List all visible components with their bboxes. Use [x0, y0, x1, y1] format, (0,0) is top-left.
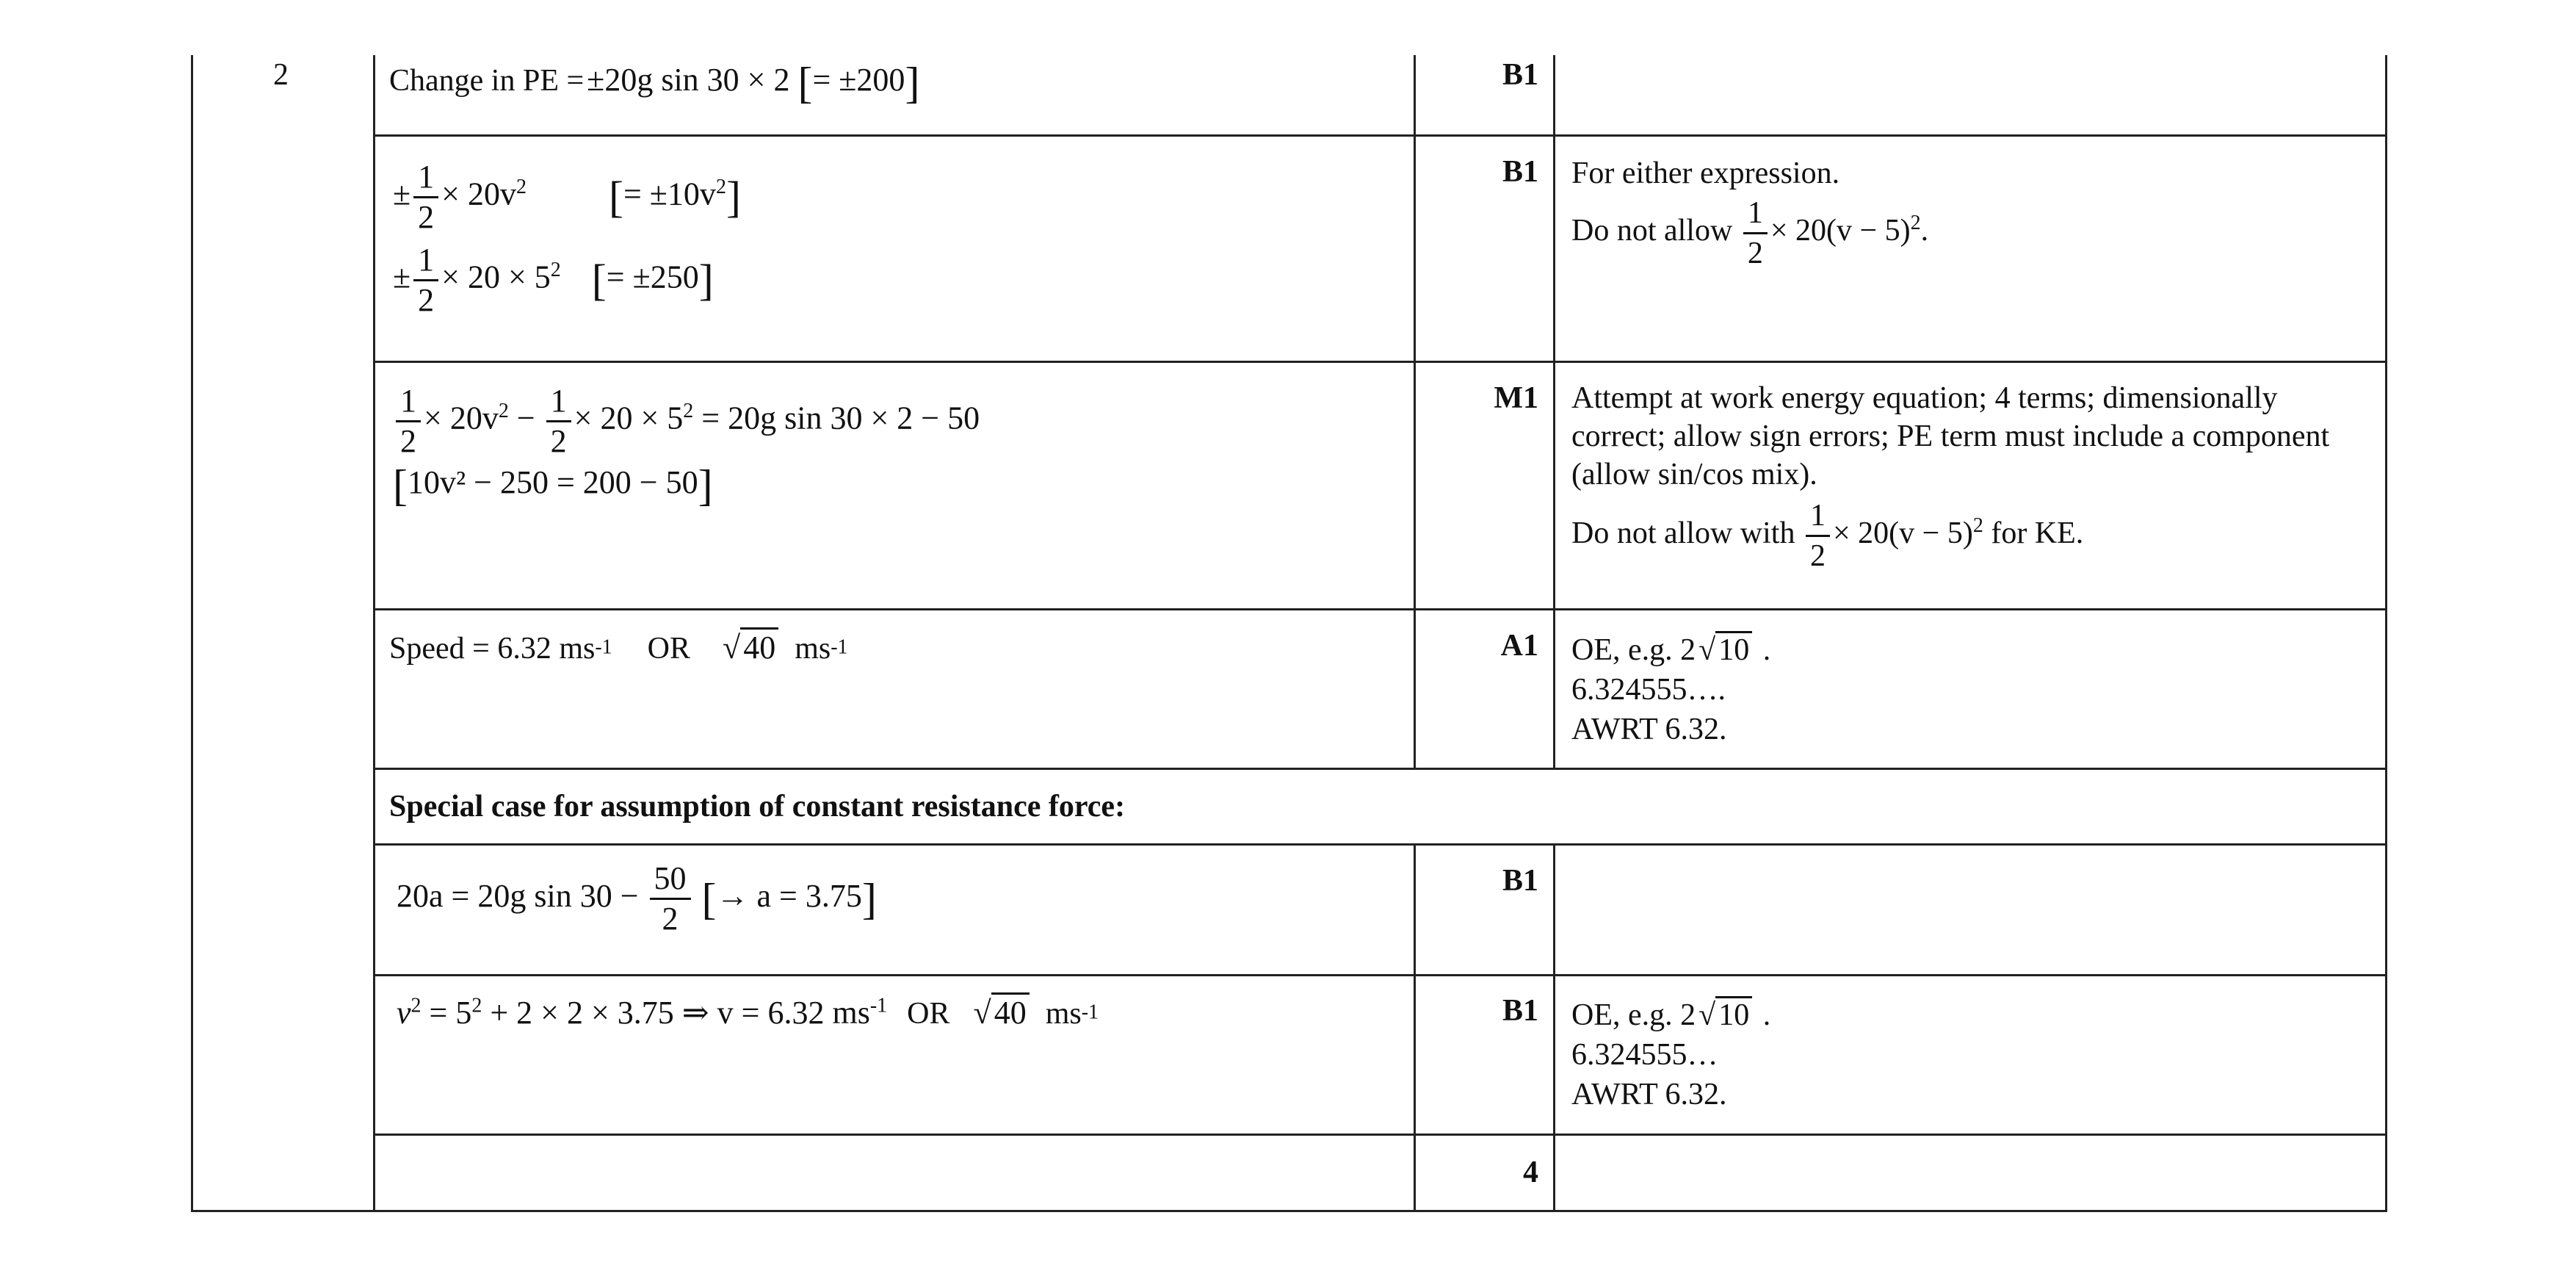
close-bracket: ] — [698, 461, 713, 510]
ke-initial-expression: ± $\frac{1}{2}$ × $20 \times 5^2$ [= ±250] — [393, 242, 714, 318]
row-divider — [373, 768, 2387, 770]
sqrt-10: √10 — [1696, 633, 1755, 667]
work-energy-equation: $\frac{1}{2}$ × $20v^2$ − $\frac{1}{2}$ × $20 \times 5^2 = 20g$ sin 30 × 2 − 50 — [393, 382, 980, 461]
speed-answer: Speed = 6.32 ms — [389, 632, 596, 666]
half-fraction: $\frac{1}{2}$ — [413, 241, 438, 320]
ke-final-bracket: = ±10v — [623, 176, 716, 212]
open-bracket: [ — [701, 874, 717, 923]
row-4-mark: A1 — [1500, 629, 1538, 663]
table-bottom-border — [191, 1210, 2387, 1212]
special-case-heading: Special case for assumption of constant resistance force: — [389, 790, 1126, 823]
row-6-working — [397, 859, 877, 938]
guidance-awrt: AWRT 6.32. — [1571, 1078, 1727, 1111]
half-fraction: $\frac{1}{2}$ — [546, 382, 571, 461]
ke-initial-bracket: = ±250 — [606, 259, 699, 295]
pe-expression — [587, 58, 920, 107]
work-energy-simplified: [10v² − 250 = 200 − 50] — [393, 461, 713, 510]
guidance-decimal: 6.324555… — [1571, 1038, 1718, 1072]
change-in-pe-label: Change in PE = — [389, 64, 585, 98]
open-bracket: [ — [797, 58, 813, 107]
sqrt-40: √40 — [720, 630, 781, 666]
guidance-either-expression: For either expression. — [1571, 156, 1840, 190]
guidance-do-not-allow-ke: Do not allow with $\frac{1}{2}$ × $20(v - 5)^2$ for KE. — [1571, 497, 2372, 575]
speed-unit: ms — [1045, 997, 1082, 1031]
half-fraction: $\frac{1}{2}$ — [1806, 497, 1830, 575]
row-3-mark: M1 — [1494, 381, 1538, 415]
row-2-guidance — [1571, 153, 2372, 273]
pe-bracket-value: = ±200 — [812, 62, 905, 98]
guidance-decimal: 6.324555…. — [1571, 673, 1726, 707]
row-3-guidance — [1571, 379, 2372, 575]
row-7-guidance — [1571, 995, 2372, 1114]
row-7-mark: B1 — [1502, 994, 1538, 1028]
guidance-oe: OE, e.g. 2√10 . — [1571, 630, 2372, 670]
question-col-border — [373, 55, 375, 1212]
row-2-mark: B1 — [1502, 155, 1538, 189]
resistance-fraction: $\frac{50}{2}$ — [650, 859, 691, 938]
open-bracket: [ — [608, 173, 623, 222]
row-divider — [373, 361, 2387, 363]
marks-col-border-lower — [1553, 843, 1555, 1212]
row-7-working: $v^2 = 5^2 + 2 \times 2 \times 3.75$ ⇒ v = 6.32 $ms^{-1}$ OR √40 $ms^{-1}$ — [397, 993, 1099, 1034]
pe-expression-text: ±20g sin 30 × 2 — [587, 62, 790, 98]
ke-final-expression: ± $\frac{1}{2}$ × $20v^2$ [= $\pm 10v^2$] — [393, 159, 741, 235]
speed-unit: ms — [795, 632, 831, 666]
working-col-border-lower — [1414, 843, 1416, 1212]
row-6-mark: B1 — [1502, 864, 1538, 898]
row-4-working: Speed = 6.32 $ms^{-1}$ OR √40 $ms^{-1}$ — [389, 628, 848, 669]
row-divider — [373, 1134, 2387, 1136]
working-col-border — [1414, 55, 1416, 768]
half-fraction: $\frac{1}{2}$ — [396, 382, 421, 461]
or-label: OR — [907, 997, 950, 1031]
row-divider — [373, 843, 2387, 846]
open-bracket: [ — [591, 256, 607, 305]
ke-initial-coef: × 20 × 5 — [441, 259, 551, 295]
ke-final-coef: × 20v — [441, 176, 516, 212]
guidance-attempt-work-energy: Attempt at work energy equation; 4 terms; dimensionally correct; allow sign errors; PE term must include a component (allow sin/cos mix). — [1571, 381, 2330, 491]
half-fraction: $\frac{1}{2}$ — [1743, 194, 1768, 273]
row-1-mark: B1 — [1502, 58, 1538, 92]
suvat-equation: $v^2 = 5^2 + 2 \times 2 \times 3.75$ ⇒ v = 6.32 $ms^{-1}$ — [397, 994, 888, 1031]
row-1-working — [389, 58, 920, 107]
outer-right-border — [2385, 55, 2387, 1212]
outer-left-border — [191, 55, 193, 1212]
marks-col-border — [1553, 55, 1555, 768]
resistance-equation: 20a = 20g sin 30 − $\frac{50}{2}$ [→ a = 3.75] — [397, 860, 877, 937]
total-marks: 4 — [1523, 1156, 1538, 1189]
guidance-awrt: AWRT 6.32. — [1571, 713, 1727, 746]
row-divider — [373, 974, 2387, 976]
question-number: 2 — [273, 58, 289, 92]
row-divider — [373, 134, 2387, 137]
close-bracket: ] — [698, 256, 714, 305]
sqrt-40: √40 — [971, 995, 1032, 1031]
half-fraction: $\frac{1}{2}$ — [413, 158, 438, 237]
close-bracket: ] — [861, 874, 877, 923]
guidance-oe: OE, e.g. 2√10 . — [1571, 995, 2372, 1035]
close-bracket: ] — [726, 173, 741, 222]
row-2-working — [393, 158, 741, 320]
or-label: OR — [647, 632, 691, 666]
row-3-working — [393, 382, 980, 510]
guidance-do-not-allow: Do not allow $\frac{1}{2}$ × $20(v - 5)^2$. — [1571, 194, 2372, 273]
close-bracket: ] — [905, 58, 920, 107]
row-divider — [373, 608, 2387, 610]
sqrt-10: √10 — [1696, 998, 1755, 1032]
open-bracket: [ — [393, 461, 408, 510]
row-4-guidance — [1571, 630, 2372, 749]
